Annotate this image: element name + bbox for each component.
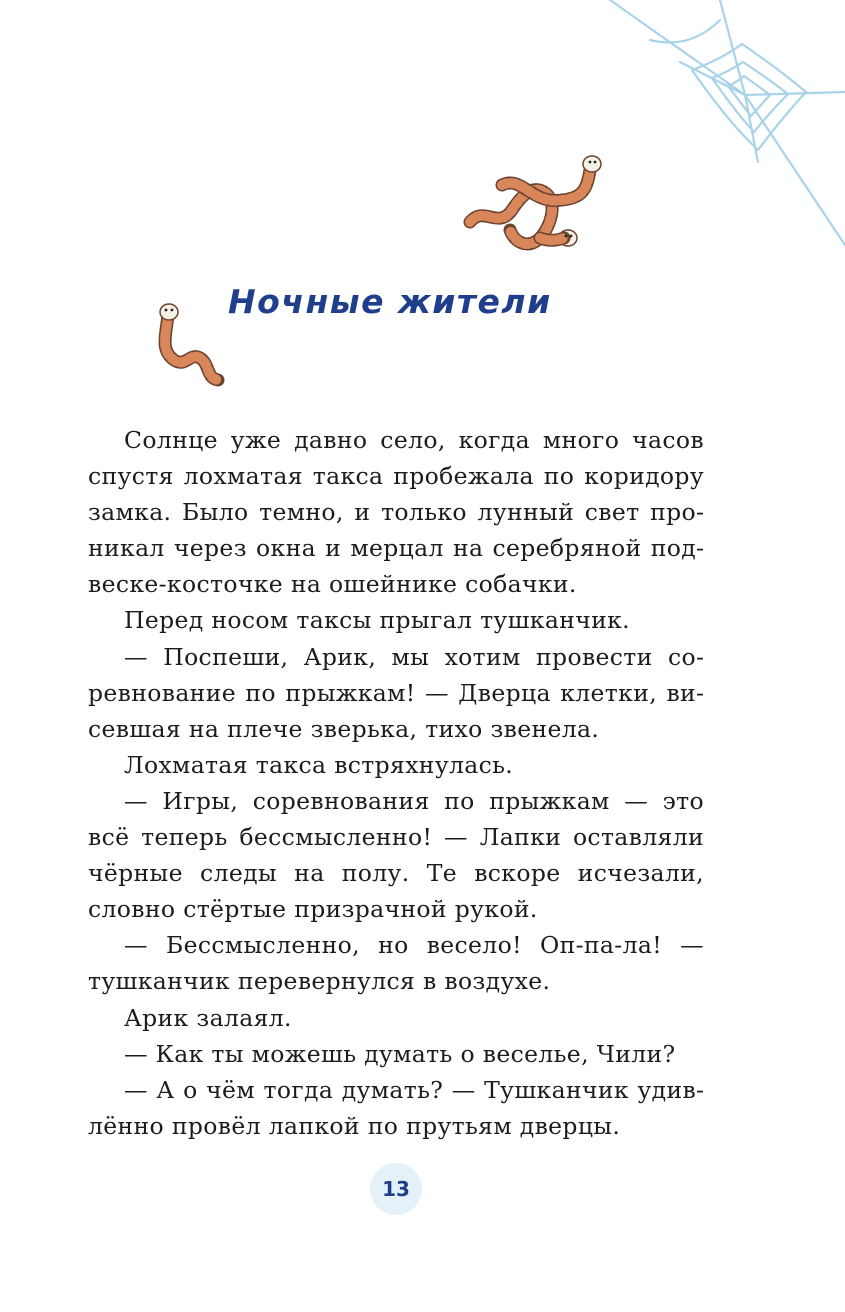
paragraph: Лохматая такса встряхнулась.: [124, 750, 514, 779]
spiderweb-icon: [600, 0, 845, 255]
paragraph: — Бессмысленно, но весело! Оп-па-ла! — тушканчик перевернулся в воздухе.: [88, 931, 704, 996]
paragraph: — А о чём тогда думать? — Тушканчик удивлённо провёл лапкой по прутьям дверцы.: [88, 1075, 704, 1140]
body-text: [88, 422, 704, 1144]
paragraph: — Как ты можешь думать о веселье, Чили?: [124, 1039, 676, 1068]
chapter-title: Ночные жители: [228, 282, 552, 321]
page-number: 13: [370, 1163, 422, 1215]
paragraph: Арик залаял.: [124, 1003, 292, 1032]
paragraph: Перед носом таксы прыгал тушканчик.: [124, 606, 630, 635]
paragraph: — Игры, соревнования по прыжкам — это всё теперь бессмысленно! — Лапки оставляли чёрные следы на полу. Те вскоре исчезали, словно стёртые призрачной рукой.: [88, 786, 704, 924]
paragraph: — Поспеши, Арик, мы хотим провести соревнование по прыжкам! — Дверца клетки, висевшая на плече зверька, тихо звенела.: [88, 642, 704, 743]
worm-icon: [140, 300, 230, 390]
worm-icon: [462, 150, 612, 260]
paragraph: Солнце уже давно село, когда много часов спустя лохматая такса пробежала по коридору замка. Было темно, и только лунный свет проникал через окна и мерцал на серебряной подвеске-косточке на ошейнике собачки.: [88, 426, 704, 599]
